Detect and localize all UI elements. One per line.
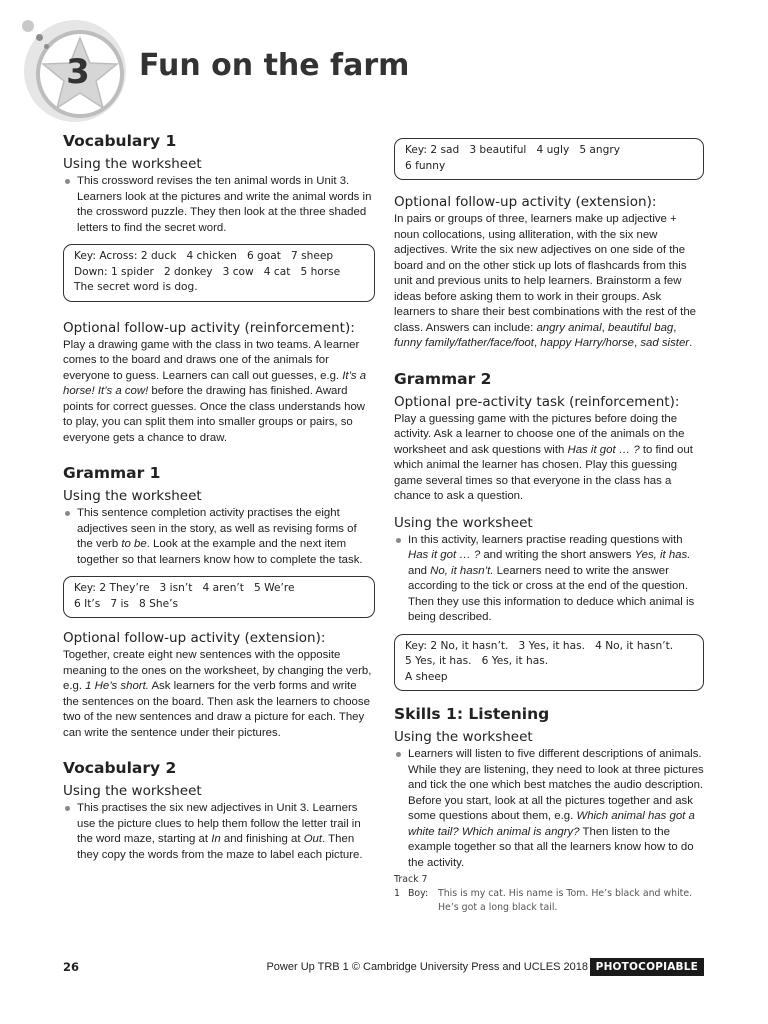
transcript-line: This is my cat. His name is Tom. He’s black and white. He’s got a long black tail. xyxy=(438,888,693,913)
unit-number: 3 xyxy=(66,52,90,92)
photocopiable-label: PHOTOCOPIABLE xyxy=(590,958,704,976)
paragraph: Together, create eight new sentences with the opposite meaning to the ones on the worksheet, by changing the verb, e.g. 1 He’s short. Ask learners for the verb forms and write the sentences on the board. Then ask the learners to choose two of the new sentences and draw a picture for each. They can write the sentence under their pictures. xyxy=(63,649,372,739)
skills-1-section xyxy=(394,705,704,915)
subsection-heading: Optional pre-activity task (reinforcement): xyxy=(394,393,680,410)
grammar-1-section xyxy=(63,464,375,741)
transcript-speaker: Boy: xyxy=(408,888,429,899)
bullet-paragraph: This sentence completion activity practises the eight adjectives seen in the story, as well as revising forms of the verb to be. Look at the example and the next item together so that learners know how to complete the task. xyxy=(63,506,375,568)
page-number: 26 xyxy=(63,960,80,974)
page-footer xyxy=(63,958,704,978)
answer-key-box: Key: 2 sad 3 beautiful 4 ugly 5 angry 6 funny xyxy=(394,138,704,180)
section-heading: Grammar 1 xyxy=(63,464,161,482)
section-heading: Vocabulary 1 xyxy=(63,132,177,150)
track-label: Track 7 xyxy=(394,874,428,885)
subsection-heading: Optional follow-up activity (extension): xyxy=(63,630,326,646)
paragraph: Play a drawing game with the class in two teams. A learner comes to the board and draws one of the animals for everyone to guess. Learners can call out guesses, e.g. It’s a horse! It’s a cow! before the drawing has finished. Award points for correct guesses. Once the class understands how to play, you can split them into smaller groups or pairs, so everyone gets a chance to draw. xyxy=(63,338,367,444)
grammar-2-section xyxy=(394,370,704,692)
subsection-heading: Using the worksheet xyxy=(394,729,533,745)
subsection-heading: Using the worksheet xyxy=(63,156,202,172)
transcript-number: 1 xyxy=(394,888,400,899)
subsection-heading: Optional follow-up activity (reinforcement): xyxy=(63,319,355,336)
bullet-paragraph: In this activity, learners practise reading questions with Has it got … ? and writing the short answers Yes, it has. and No, it hasn’t. Learners need to write the answer according to the tick or cross at the end of the question. Then they use this information to deduce which animal is being described. xyxy=(394,533,704,626)
paragraph: Play a guessing game with the pictures before doing the activity. Ask a learner to choose one of the animals on the worksheet and ask questions with Has it got … ? to find out which animal the learner has chosen. Play this guessing game several times so that everyone in the class has a chance to ask a question. xyxy=(394,412,693,502)
section-heading: Grammar 2 xyxy=(394,369,492,388)
bullet-paragraph: This practises the six new adjectives in Unit 3. Learners use the picture clues to help them follow the letter trail in the word maze, starting at In and finishing at Out. Then they copy the words from the maze to label each picture. xyxy=(63,801,375,863)
copyright-text: Power Up TRB 1 © Cambridge University Press and UCLES 2018 xyxy=(266,961,588,973)
right-column xyxy=(394,138,704,915)
bullet-paragraph: This crossword revises the ten animal words in Unit 3. Learners look at the pictures and write the animal words in the crossword puzzle. They then look at the three shaded letters to find the secret word. xyxy=(63,174,375,236)
decor-dot xyxy=(22,20,34,32)
subsection-heading: Optional follow-up activity (extension): xyxy=(394,194,657,210)
vocabulary-2-section xyxy=(63,759,375,863)
section-heading: Skills 1: Listening xyxy=(394,705,550,723)
page-title: Fun on the farm xyxy=(139,48,410,83)
section-heading: Vocabulary 2 xyxy=(63,759,177,777)
bullet-paragraph: Learners will listen to five different descriptions of animals. While they are listening, they need to look at three pictures and tick the one which best matches the audio description. Before you start, look at all the pictures together and ask some questions about them, e.g. Which animal has got a white tail? Which animal is angry? Then listen to the example together so that all the learners know how to do the activity. xyxy=(394,747,704,871)
unit-header xyxy=(0,0,768,125)
subsection-heading: Using the worksheet xyxy=(63,783,202,799)
subsection-heading: Using the worksheet xyxy=(63,488,202,504)
answer-key-box: Key: 2 They’re 3 isn’t 4 aren’t 5 We’re 6 It’s 7 is 8 She’s xyxy=(63,576,375,618)
left-column xyxy=(63,132,375,863)
vocabulary-1-section xyxy=(63,132,375,446)
transcript-row xyxy=(394,887,704,915)
answer-key-box: Key: Across: 2 duck 4 chicken 6 goat 7 sheep Down: 1 spider 2 donkey 3 cow 4 cat 5 horse The secret word is dog. xyxy=(63,244,375,302)
subsection-heading: Using the worksheet xyxy=(394,514,533,531)
paragraph: In pairs or groups of three, learners make up adjective + noun collocations, using alliteration, with the six new adjectives. Write the six new adjectives on one side of the board and on the other stick up lots of flashcards from this unit and previous units to help learners. Brainstorm a few ideas before asking them to work in their groups. Ask learners to share their best combinations with the rest of the class. Answers can include: angry animal, beautiful bag, funny family/father/face/foot, happy Harry/horse, sad sister. xyxy=(394,213,697,349)
answer-key-box: Key: 2 No, it hasn’t. 3 Yes, it has. 4 No, it hasn’t. 5 Yes, it has. 6 Yes, it has. A sheep xyxy=(394,634,704,692)
